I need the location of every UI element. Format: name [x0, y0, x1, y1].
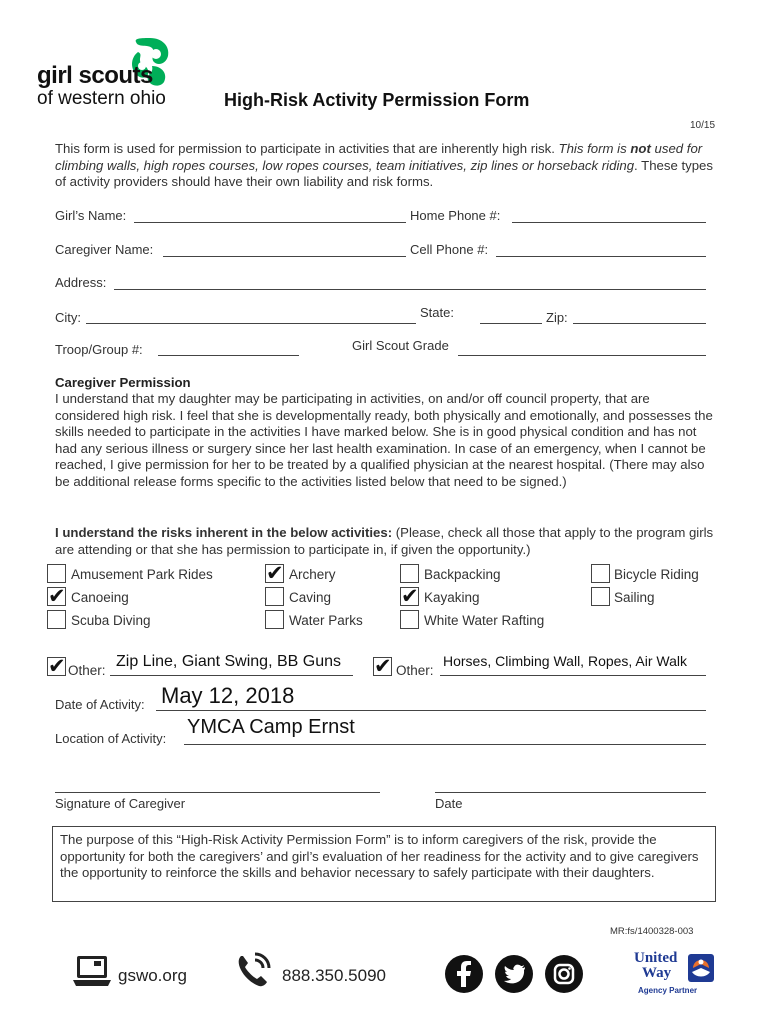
bicycle-checkbox[interactable] — [591, 564, 610, 583]
kayaking-label: Kayaking — [424, 590, 480, 605]
caregiver-name-field[interactable] — [163, 256, 406, 257]
girl-name-field[interactable] — [134, 222, 406, 223]
united-way-hand-icon — [688, 954, 714, 982]
other-left-check-icon: ✔ — [48, 654, 66, 678]
scuba-checkbox[interactable] — [47, 610, 66, 629]
facebook-icon[interactable] — [444, 954, 484, 994]
signature-date-label: Date — [435, 796, 463, 811]
caving-label: Caving — [289, 590, 332, 605]
caregiver-name-label: Caregiver Name: — [55, 242, 154, 257]
location-of-activity-label: Location of Activity: — [55, 731, 167, 746]
other-right-value[interactable]: Horses, Climbing Wall, Ropes, Air Walk — [443, 653, 688, 669]
signature-label: Signature of Caregiver — [55, 796, 186, 811]
city-field[interactable] — [86, 323, 416, 324]
cell-phone-field[interactable] — [496, 256, 706, 257]
sailing-label: Sailing — [614, 590, 655, 605]
kayaking-check-icon: ✔ — [401, 584, 419, 608]
backpacking-checkbox[interactable] — [400, 564, 419, 583]
phone-icon — [233, 950, 273, 990]
rafting-label: White Water Rafting — [424, 613, 545, 628]
other-right-field[interactable] — [440, 675, 706, 676]
intro-paragraph: This form is used for permission to participate in activities that are inherently high risk. This form is not used for climbing walls, high ropes courses, low ropes courses, team initiatives, zip lines or horseback riding. These types of activity providers should have their own liability and risk forms. — [55, 141, 713, 190]
permission-paragraph: I understand that my daughter may be participating in activities, on and/or off council property, that are considered high risk. I feel that she is developmentally ready, both physically and emotionally, and possesses the skills needed to participate in the activities I have marked below. She is in good physical condition and has not had any serious illness or surgery since her last health examination. In case of an emergency, when I cannot be reached, I give permission for her to be treated by a qualified physician at the nearest hospital. (There may also be additional release forms specific to the activities listed below that need to be signed.) — [55, 391, 713, 489]
permission-heading: Caregiver Permission — [55, 375, 191, 390]
cell-phone-label: Cell Phone #: — [410, 242, 489, 257]
water-parks-checkbox[interactable] — [265, 610, 284, 629]
sailing-checkbox[interactable] — [591, 587, 610, 606]
grade-field[interactable] — [458, 355, 706, 356]
united-way-line2: Way — [642, 965, 672, 981]
home-phone-label: Home Phone #: — [410, 208, 501, 223]
signature-date-field[interactable] — [435, 792, 706, 793]
united-way-logo — [632, 950, 716, 986]
home-phone-field[interactable] — [512, 222, 706, 223]
water-parks-label: Water Parks — [289, 613, 363, 628]
caving-checkbox[interactable] — [265, 587, 284, 606]
other-right-label: Other: — [396, 663, 434, 678]
troop-label: Troop/Group #: — [55, 342, 143, 357]
zip-field[interactable] — [573, 323, 706, 324]
scuba-label: Scuba Diving — [71, 613, 151, 628]
other-left-value[interactable]: Zip Line, Giant Swing, BB Guns — [116, 653, 341, 670]
date-of-activity-value[interactable]: May 12, 2018 — [161, 683, 295, 708]
archery-check-icon: ✔ — [266, 561, 284, 585]
logo-name: girl scouts — [37, 62, 153, 89]
footer-website[interactable]: gswo.org — [118, 966, 187, 985]
address-field[interactable] — [114, 289, 706, 290]
other-left-field[interactable] — [110, 675, 353, 676]
date-of-activity-label: Date of Activity: — [55, 697, 145, 712]
signature-field[interactable] — [55, 792, 380, 793]
archery-label: Archery — [289, 567, 336, 582]
united-way-line1: United — [634, 950, 678, 966]
instagram-icon[interactable] — [544, 954, 584, 994]
girl-name-label: Girl’s Name: — [55, 208, 127, 223]
grade-label: Girl Scout Grade — [352, 338, 449, 353]
twitter-icon[interactable] — [494, 954, 534, 994]
other-right-check-icon: ✔ — [374, 654, 392, 678]
footer-phone[interactable]: 888.350.5090 — [282, 966, 386, 985]
state-field[interactable] — [480, 323, 542, 324]
united-way-partner: Agency Partner — [638, 986, 698, 995]
date-of-activity-field[interactable] — [156, 710, 706, 711]
city-label: City: — [55, 310, 81, 325]
laptop-icon — [72, 954, 112, 988]
canoeing-check-icon: ✔ — [48, 584, 66, 608]
page-title: High-Risk Activity Permission Form — [224, 90, 530, 110]
bicycle-label: Bicycle Riding — [614, 567, 699, 582]
amusement-park-label: Amusement Park Rides — [71, 567, 213, 582]
rafting-checkbox[interactable] — [400, 610, 419, 629]
form-id: MR:fs/1400328-003 — [610, 926, 694, 937]
canoeing-label: Canoeing — [71, 590, 129, 605]
zip-label: Zip: — [546, 310, 568, 325]
troop-field[interactable] — [158, 355, 299, 356]
state-label: State: — [420, 305, 454, 320]
risks-paragraph: I understand the risks inherent in the below activities: (Please, check all those that apply to the program girls are attending or that she has permission to participate in, if given the opportunity.) — [55, 525, 714, 557]
form-version: 10/15 — [690, 120, 716, 131]
logo-council: of western ohio — [37, 88, 166, 109]
location-of-activity-field[interactable] — [184, 744, 706, 745]
amusement-park-checkbox[interactable] — [47, 564, 66, 583]
location-of-activity-value[interactable]: YMCA Camp Ernst — [187, 716, 355, 738]
other-left-label: Other: — [68, 663, 106, 678]
address-label: Address: — [55, 275, 107, 290]
purpose-text: The purpose of this “High-Risk Activity Permission Form” is to inform caregivers of the risk, provide the opportunity for both the caregivers’ and girl’s evaluation of her readiness for the activity and to give caregivers the opportunity to reinforce the skills and behavior necessary to safely participate with their daughters. — [60, 832, 699, 881]
backpacking-label: Backpacking — [424, 567, 501, 582]
